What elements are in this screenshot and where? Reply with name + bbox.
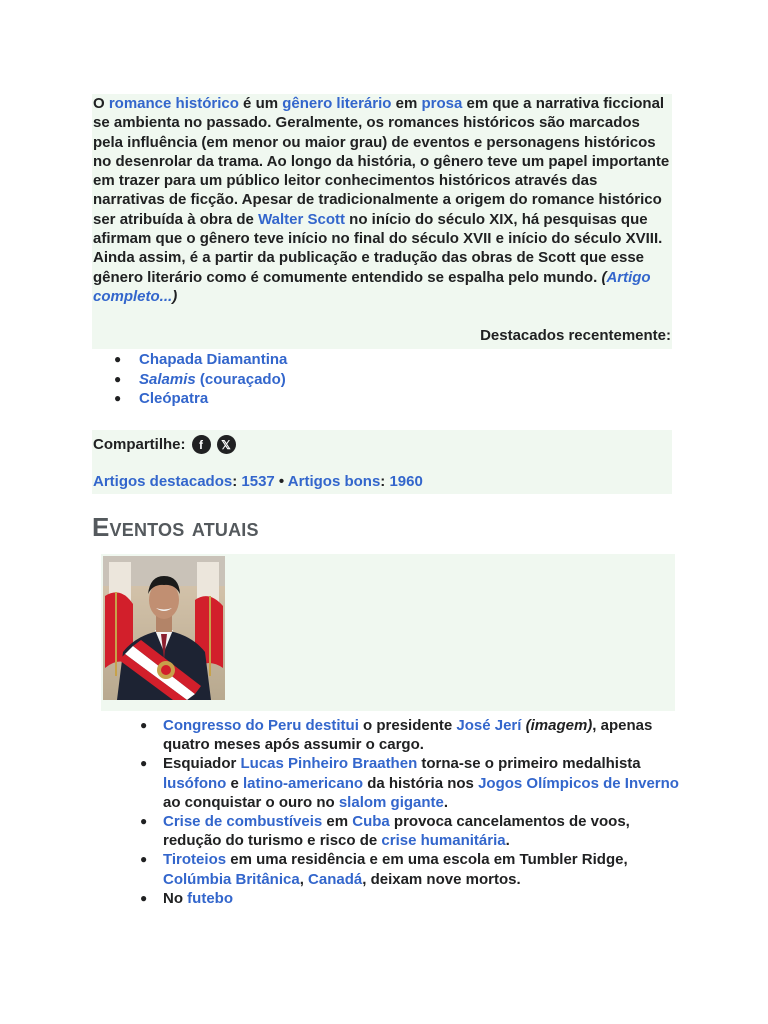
share-row (93, 435, 236, 454)
link-jose-jeri[interactable]: José Jerí (456, 717, 522, 734)
link-walter-scott[interactable]: Walter Scott (258, 210, 346, 228)
link-cuba[interactable]: Cuba (352, 813, 390, 831)
link-jogos-olimpicos-inverno[interactable]: Jogos Olímpicos de Inverno (478, 774, 679, 792)
list-item: ● Crise de combustíveis em Cuba provoca cancelamentos de voos, redução do turismo e risco de crise humanitária. (140, 812, 680, 850)
facebook-icon[interactable]: f (192, 435, 211, 454)
recent-featured-list (92, 350, 287, 409)
link-congresso-peru[interactable]: Congresso do Peru destitui (163, 717, 359, 734)
image-note: (imagem) (525, 717, 593, 734)
list-item: ● Congresso do Peru destitui o presidente José Jerí (imagem), apenas quatro meses após assumir o cargo. (140, 716, 680, 754)
link-lusofono[interactable]: lusófono (163, 774, 227, 792)
link-prosa[interactable]: prosa (421, 95, 463, 112)
list-item (92, 350, 287, 370)
list-item: ● No futebo (140, 889, 680, 908)
list-item (92, 370, 287, 390)
link-crise-combustiveis[interactable]: Crise de combustíveis (163, 813, 323, 831)
current-events-heading: Eventos atuais (92, 512, 259, 542)
link-colombia-britanica[interactable]: Colúmbia Britânica (163, 870, 300, 888)
link-cleopatra[interactable]: Cleópatra (139, 390, 209, 407)
featured-article-box (92, 94, 672, 349)
list-item: ● Tiroteios em uma residência e em uma escola em Tumbler Ridge, Colúmbia Britânica, Canadá, deixam nove mortos. (140, 850, 680, 888)
recent-featured-label: Destacados recentemente: (480, 327, 671, 345)
link-chapada-diamantina[interactable]: Chapada Diamantina (139, 351, 288, 368)
president-photo[interactable] (103, 556, 225, 700)
share-label: Compartilhe: (93, 436, 186, 453)
link-latino-americano[interactable]: latino-americano (243, 774, 364, 792)
list-item (92, 389, 287, 409)
share-stats-box (92, 430, 672, 494)
link-featured-articles[interactable]: Artigos destacados (93, 473, 233, 490)
link-romance-historico[interactable]: romance histórico (108, 95, 239, 112)
link-futebol[interactable]: futebo (187, 889, 233, 907)
link-lucas-pinheiro-braathen[interactable]: Lucas Pinheiro Braathen (240, 755, 418, 773)
article-stats: Artigos destacados: 1537 • Artigos bons: 1960 (93, 473, 423, 490)
link-tiroteios[interactable]: Tiroteios (163, 851, 227, 869)
full-article-link[interactable]: Artigo completo... (93, 268, 651, 305)
link-slalom-gigante[interactable]: slalom gigante (338, 793, 444, 811)
list-item: ● Esquiador Lucas Pinheiro Braathen torna-se o primeiro medalhista lusófono e latino-americano da história nos Jogos Olímpicos de Inverno ao conquistar o ouro no slalom gigante. (140, 754, 680, 812)
featured-articles-count[interactable]: 1537 (241, 473, 275, 490)
featured-article-text: O romance histórico é um gênero literário em prosa em que a narrativa ficcional se ambienta no passado. Geralmente, os romances históricos são marcados pela influência (em menor ou maior grau) de eventos e personagens históricos no desenrolar da trama. Ao longo da história, o gênero teve um papel importante em trazer para um público leitor conhecimentos históricos através das narrativas de ficção. Apesar de tradicionalmente a origem do romance histórico ser atribuída à obra de Walter Scott no início do século XIX, há pesquisas que afirmam que o gênero teve início no final do século XVII e início do século XVIII. Ainda assim, é a partir da publicação e tradução das obras de Scott que esse gênero literário como é comumente entendido se espalha pelo mundo. (Artigo completo...) (93, 95, 670, 305)
president-portrait-image (103, 556, 225, 700)
link-salamis[interactable]: Salamis (couraçado) (139, 370, 286, 388)
x-icon[interactable]: 𝕏 (217, 435, 236, 454)
current-events-list (140, 716, 680, 908)
link-crise-humanitaria[interactable]: crise humanitária (381, 832, 506, 850)
link-good-articles[interactable]: Artigos bons (287, 473, 381, 490)
good-articles-count[interactable]: 1960 (389, 473, 423, 490)
link-genero-literario[interactable]: gênero literário (282, 95, 392, 112)
link-canada[interactable]: Canadá (308, 870, 363, 888)
